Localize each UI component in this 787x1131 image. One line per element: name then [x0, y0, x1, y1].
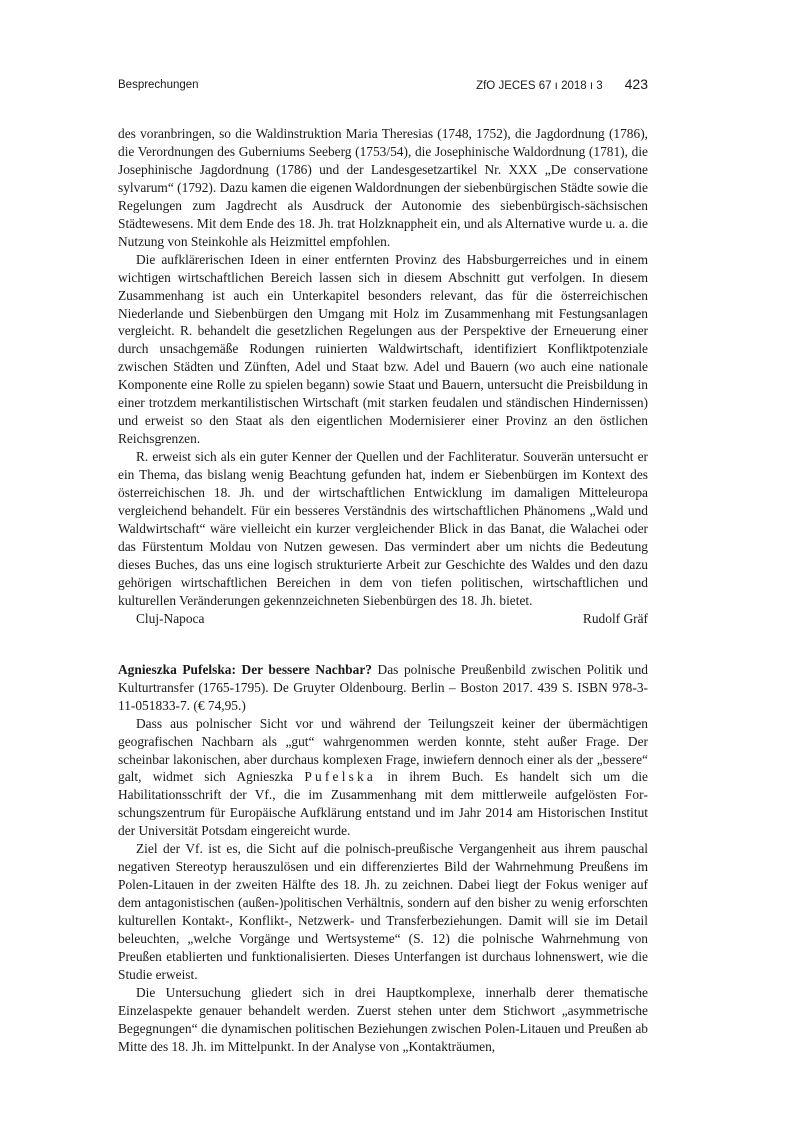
review2-paragraph-2: Ziel der Vf. ist es, die Sicht auf die polnisch-preußische Vergangenheit aus ihrem pauschal negativen Stereotyp herauszulösen und ein differenziertes Bild der Wahrnehmung Preußens im Polen-Litauen in der zweiten Hälfte des 18. Jh. zu zeichnen. Dabei liegt der Fokus weniger auf dem antagonistischen (außen-)politischen Verhältnis, sondern auf den bisher zu wenig erforschten kulturellen Kontakt-, Konflikt-, Netzwerk- und Transferbeziehungen. Damit will sie im Detail beleuchten, „welche Vorgänge und Wertsysteme“ (S. 12) die polnische Wahrnehmung von Preußen etablierten und funktionalisierten. Dieses Unterfangen ist durchaus lohnenswert, wie die Studie erweist.: [118, 841, 648, 982]
journal-info: [476, 76, 648, 92]
reviewer-location: Cluj-Napoca: [136, 610, 205, 626]
book-bibliography: Das polnische Preußenbild zwischen Politik und Kulturtransfer (1765-1795). De Gruyter Oldenbourg. Berlin – Boston 2017. 439 S. ISBN 978-3-11-051833-7. (€ 74,95.): [118, 661, 649, 713]
review2-paragraph-1: [118, 715, 648, 841]
section-title: Besprechungen: [118, 79, 199, 91]
review2-paragraph-1-text-a: Dass aus polnischer Sicht vor und während der Teilungszeit keiner der übermächtigen geografischen Nachbarn als „gut“ wahrgenommen werden konnte, steht außer Frage. Der scheinbar lakonischen, aber durchaus komplexen Frage, inwiefern dennoch einer als der „bessere“ galt, widmet sich Agnieszka: [118, 715, 648, 785]
review1-paragraph-3: R. erweist sich als ein guter Kenner der Quellen und der Fachliteratur. Souverän untersucht er ein Thema, das bislang wenig Beachtung gefunden hat, indem er Siebenbürgen im Kontext des österreichischen 18. Jh. und der wirtschaftlichen Entwicklung im damaligen Mitteleuropa vergleichend behandelt. Für ein besseres Verständnis des wirtschaftlichen Phänomens „Wald und Waldwirtschaft“ wäre vielleicht ein kurzer vergleichender Blick in das Banat, die Walachei oder das Fürstentum Moldau von Nutzen gewesen. Das vermindert aber um nichts die Bedeutung dieses Buches, das uns eine logisch strukturierte Arbeit zur Geschichte des Waldes und den dazu gehörigen wirtschaftlichen Bereichen in dem von tiefen politischen, wirtschaftlichen und kulturellen Veränderungen gekennzeichneten Siebenbürgen des 18. Jh. bietet.: [118, 449, 648, 608]
page-body: [118, 125, 648, 1056]
review1-signoff: [118, 610, 648, 628]
journal-issue: ZfO JECES 67 ı 2018 ı 3: [476, 80, 603, 92]
review1-paragraph-1: des voranbringen, so die Waldinstruktion Maria Theresias (1748, 1752), die Jagdordnung (1786), die Verordnungen des Guberniums Seeberg (1753/54), die Josephinische Waldordnung (1781), die Josephinische Jagdordnung (1786) und der Landesgesetzartikel Nr. XXX „De conservatione sylvarum“ (1792). Dazu kamen die eigenen Waldordnungen der siebenbürgischen Städte sowie die Regelungen zum Jagdrecht als Ausdruck der Autonomie des siebenbürgisch-sächsischen Städtewesens. Mit dem Ende des 18. Jh. trat Holzknappheit ein, und als Alternative wurde u. a. die Nutzung von Steinkohle als Heizmittel empfohlen.: [118, 126, 648, 249]
page-number: 423: [624, 76, 648, 92]
reviewer-name: Rudolf Gräf: [582, 610, 648, 626]
review2-paragraph-3: Die Untersuchung gliedert sich in drei Hauptkomplexe, innerhalb derer thematische Einzelaspekte genauer behandelt werden. Zuerst stehen unter dem Stichwort „asymmetrische Begegnungen“ die dynamischen politischen Beziehungen zwischen Polen-Litauen und Preußen ab Mitte des 18. Jh. im Mittelpunkt. In der Analyse von „Kontakträumen,: [118, 984, 648, 1054]
running-head: [118, 76, 648, 96]
author-name-spaced: Pufelska: [304, 769, 377, 785]
review1-paragraph-2: Die aufklärerischen Ideen in einer entfernten Provinz des Habsburgerreiches und in einem wichtigen wirtschaftlichen Bereich lassen sich in diesem Abschnitt gut verfolgen. In diesem Zusammenhang ist auch ein Unterkapitel besonders relevant, das für die österreichischen Niederlande und Siebenbürgen den Umgang mit Holz im Zusammenhang mit Festungsanlagen vergleicht. R. behandelt die gesetzlichen Regelungen aus der Perspektive der Erneuerung einer durch unsachgemäße Rodungen ruinierten Waldwirtschaft, identifiziert Konfliktpotenziale zwischen Städten und Zünften, Adel und Staat bzw. Adel und Bauern (wo auch eine nationale Komponente eine Rolle zu spielen begann) sowie Staat und Bauern, untersucht die Preisbildung in einer trotzdem merkantilistischen Wirtschaft (mit starken feudalen und ständischen Hindernissen) und erweist so den Staat als den eigentlichen Modernisierer einer Provinz an den östlichen Reichsgrenzen.: [118, 251, 648, 447]
book-author-title: Agnieszka Pufelska: Der bessere Nachbar?: [118, 661, 372, 677]
review2-paragraph-1-text-b: in ihrem Buch. Es handelt sich um die Habilitationsschrift der Vf., die im Zusammenhang mit dem mittlerweile aufgelösten Forschungszentrum für Europäische Aufklärung entstand und im Jahr 2014 am Historischen Institut der Universität Potsdam eingereicht wurde.: [118, 769, 648, 839]
review2-bibliographic-entry: [118, 661, 648, 715]
